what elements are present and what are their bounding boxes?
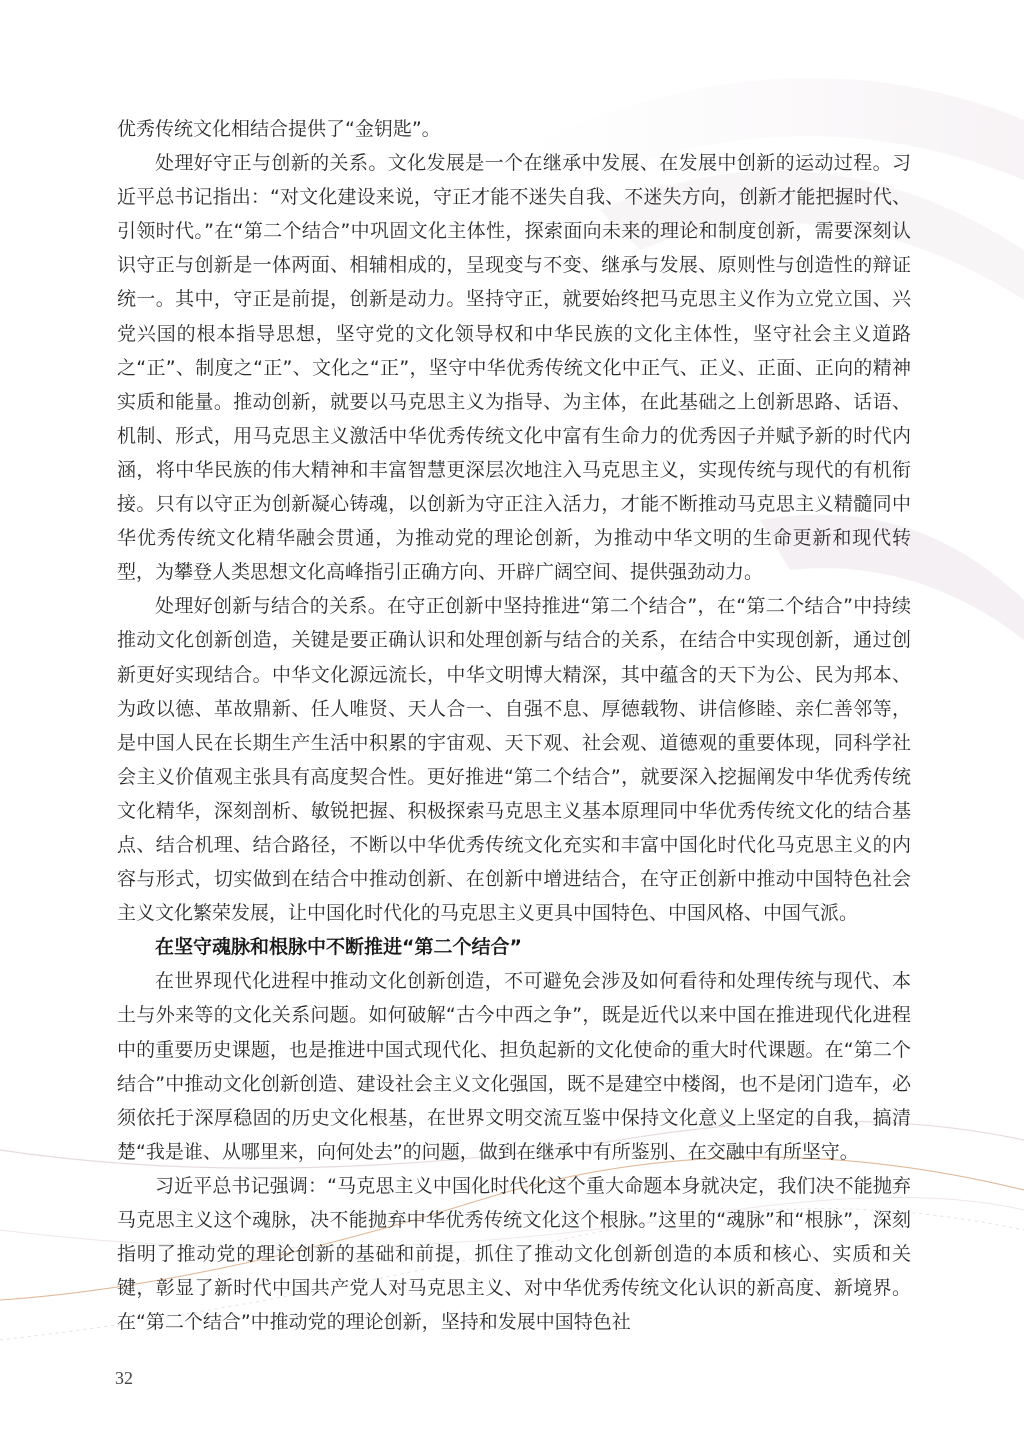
paragraph-inheritance-innovation: 处理好守正与创新的关系。文化发展是一个在继承中发展、在发展中创新的运动过程。习近平总书记指出：“对文化建设来说，守正才能不迷失自我、不迷失方向，创新才能把握时代、引领时代。”在“第二个结合”中巩固文化主体性，探索面向未来的理论和制度创新，需要深刻认识守正与创新是一体两面、相辅相成的，呈现变与不变、继承与发展、原则性与创造性的辩证统一。其中，守正是前提，创新是动力。坚持守正，就要始终把马克思主义作为立党立国、兴党兴国的根本指导思想，坚守党的文化领导权和中华民族的文化主体性，坚守社会主义道路之“正”、制度之“正”、文化之“正”，坚守中华优秀传统文化中正气、正义、正面、正向的精神实质和能量。推动创新，就要以马克思主义为指导、为主体，在此基础之上创新思路、话语、机制、形式，用马克思主义激活中华优秀传统文化中富有生命力的优秀因子并赋予新的时代内涵，将中华民族的伟大精神和丰富智慧更深层次地注入马克思主义，实现传统与现代的有机衔接。只有以守正为创新凝心铸魂，以创新为守正注入活力，才能不断推动马克思主义精髓同中华优秀传统文化精华融会贯通，为推动党的理论创新，为推动中华文明的生命更新和现代转型，为攀登人类思想文化高峰指引正确方向、开辟广阔空间、提供强劲动力。 xyxy=(117,152,911,584)
paragraph-modernization: 在世界现代化进程中推动文化创新创造，不可避免会涉及如何看待和处理传统与现代、本土与外来等的文化关系问题。如何破解“古今中西之争”，既是近代以来中国在推进现代化进程中的重要历史课题，也是推进中国式现代化、担负起新的文化使命的重大时代课题。在“第二个结合”中推动文化创新创造、建设社会主义文化强国，既不是建空中楼阁，也不是闭门造车，必须依托于深厚稳固的历史文化根基，在世界文明交流互鉴中保持文化意义上坚定的自我，搞清楚“我是谁、从哪里来，向何处去”的问题，做到在继承中有所鉴别、在交融中有所坚守。 xyxy=(117,970,911,1163)
paragraph-innovation-combination: 处理好创新与结合的关系。在守正创新中坚持推进“第二个结合”，在“第二个结合”中持续推动文化创新创造，关键是要正确认识和处理创新与结合的关系，在结合中实现创新，通过创新更好实现结合。中华文化源远流长，中华文明博大精深，其中蕴含的天下为公、民为邦本、为政以德、革故鼎新、任人唯贤、天人合一、自强不息、厚德载物、讲信修睦、亲仁善邻等，是中国人民在长期生产生活中积累的宇宙观、天下观、社会观、道德观的重要体现，同科学社会主义价值观主张具有高度契合性。更好推进“第二个结合”，就要深入挖掘阐发中华优秀传统文化精华，深刻剖析、敏锐把握、积极探索马克思主义基本原理同中华优秀传统文化的结合基点、结合机理、结合路径，不断以中华优秀传统文化充实和丰富中国化时代化马克思主义的内容与形式，切实做到在结合中推动创新、在创新中增进结合，在守正创新中推动中国特色社会主义文化繁荣发展，让中国化时代化的马克思主义更具中国特色、中国风格、中国气派。 xyxy=(117,595,911,925)
page-number: 32 xyxy=(115,1368,133,1388)
section-heading: 在坚守魂脉和根脉中不断推进“第二个结合” xyxy=(155,936,522,959)
paragraph-soul-root: 习近平总书记强调：“马克思主义中国化时代化这个重大命题本身就决定，我们决不能抛弃马克思主义这个魂脉，决不能抛弃中华优秀传统文化这个根脉。”这里的“魂脉”和“根脉”，深刻指明了推动党的理论创新的基础和前提，抓住了推动文化创新创造的本质和核心、实质和关键，彰显了新时代中国共产党人对马克思主义、对中华优秀传统文化认识的新高度、新境界。在“第二个结合”中推动党的理论创新，坚持和发展中国特色社 xyxy=(117,1174,911,1334)
article-body xyxy=(117,112,911,1339)
paragraph-continued: 优秀传统文化相结合提供了“金钥匙”。 xyxy=(117,118,441,140)
